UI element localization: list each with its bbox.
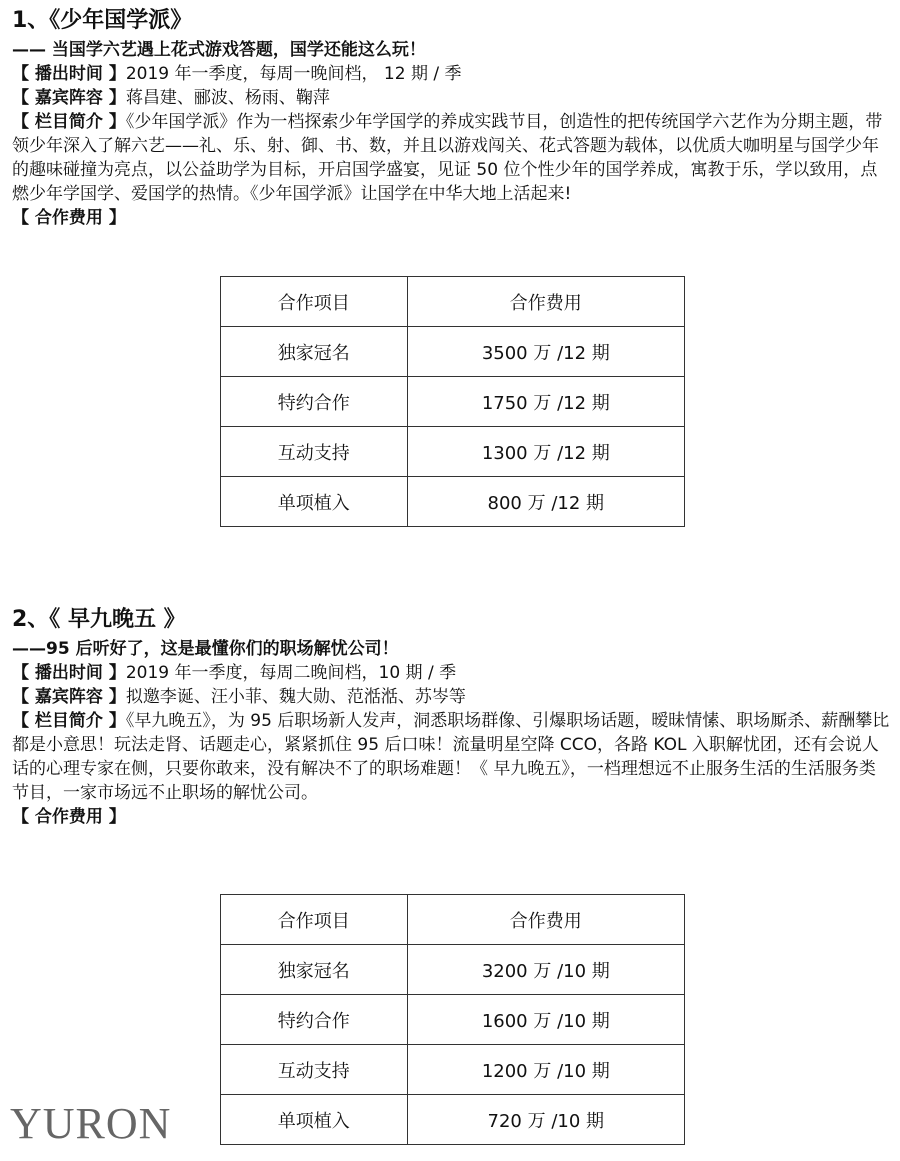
table-row xyxy=(221,477,685,527)
program-title: 2、《 早九晚五 》 xyxy=(12,607,186,632)
airtime-value: 2019 年一季度，每周二晚间档，10 期 / 季 xyxy=(125,663,457,683)
table-header-cell: 合作费用 xyxy=(407,277,684,327)
table-cell: 单项植入 xyxy=(221,477,408,527)
program-subtitle: ——95 后听好了，这是最懂你们的职场解忧公司！ xyxy=(12,639,399,659)
table-row xyxy=(221,327,685,377)
table-header-cell: 合作项目 xyxy=(221,895,408,945)
guests-label: 【 嘉宾阵容 】 xyxy=(12,687,126,707)
table-header-cell: 合作费用 xyxy=(407,895,684,945)
table-cell: 1600 万 /10 期 xyxy=(407,995,684,1045)
table-cell: 单项植入 xyxy=(221,1095,408,1145)
table-row xyxy=(221,427,685,477)
guests-line xyxy=(12,86,892,110)
fee-label: 【 合作费用 】 xyxy=(12,807,126,827)
table-cell: 互动支持 xyxy=(221,1045,408,1095)
intro-paragraph xyxy=(12,709,892,805)
table-row xyxy=(221,377,685,427)
table-row xyxy=(221,945,685,995)
airtime-label: 【 播出时间 】 xyxy=(12,663,126,683)
table-cell: 1200 万 /10 期 xyxy=(407,1045,684,1095)
table-header-row xyxy=(221,277,685,327)
intro-label: 【 栏目简介 】 xyxy=(12,711,126,731)
airtime-line xyxy=(12,62,892,86)
table-header-row xyxy=(221,895,685,945)
table-cell: 3500 万 /12 期 xyxy=(407,327,684,377)
table-header-cell: 合作项目 xyxy=(221,277,408,327)
fee-table xyxy=(220,276,685,527)
guests-line xyxy=(12,685,892,709)
table-row xyxy=(221,1095,685,1145)
table-cell: 800 万 /12 期 xyxy=(407,477,684,527)
table-cell: 3200 万 /10 期 xyxy=(407,945,684,995)
fee-label: 【 合作费用 】 xyxy=(12,208,126,228)
guests-label: 【 嘉宾阵容 】 xyxy=(12,88,126,108)
table-cell: 720 万 /10 期 xyxy=(407,1095,684,1145)
table-row xyxy=(221,995,685,1045)
watermark-logo: YURON xyxy=(10,1099,172,1148)
intro-value: 《早九晚五》，为 95 后职场新人发声，洞悉职场群像、引爆职场话题，暧昧情愫、职场厮杀、薪酬攀比都是小意思！玩法走肾、话题走心，紧紧抓住 95 后口味！流量明星空降 CCO，各路 KOL 入职解忧团，还有会说人话的心理专家在侧，只要你敢来，没有解决不了的职场难题！《 早九晚五》，一档理想远不止服务生活的生活服务类节目，一家市场远不止职场的解忧公司。 xyxy=(12,711,890,803)
table-cell: 独家冠名 xyxy=(221,327,408,377)
program-subtitle: —— 当国学六艺遇上花式游戏答题，国学还能这么玩！ xyxy=(12,40,426,60)
airtime-value: 2019 年一季度，每周一晚间档， 12 期 / 季 xyxy=(125,64,462,84)
fee-table xyxy=(220,894,685,1145)
table-cell: 特约合作 xyxy=(221,377,408,427)
guests-value: 蒋昌建、郦波、杨雨、鞠萍 xyxy=(125,88,330,108)
table-cell: 1750 万 /12 期 xyxy=(407,377,684,427)
table-cell: 互动支持 xyxy=(221,427,408,477)
program-section-1 xyxy=(12,4,892,514)
intro-paragraph xyxy=(12,110,892,206)
intro-label: 【 栏目简介 】 xyxy=(12,112,126,132)
program-title: 1、《少年国学派》 xyxy=(12,8,193,33)
table-cell: 特约合作 xyxy=(221,995,408,1045)
airtime-label: 【 播出时间 】 xyxy=(12,64,126,84)
guests-value: 拟邀李诞、汪小菲、魏大勋、范湉湉、苏岑等 xyxy=(125,687,466,707)
intro-value: 《少年国学派》作为一档探索少年学国学的养成实践节目，创造性的把传统国学六艺作为分期主题，带领少年深入了解六艺——礼、乐、射、御、书、数，并且以游戏闯关、花式答题为载体，以优质大咖明星与国学少年的趣味碰撞为亮点，以公益助学为目标，开启国学盛宴，见证 50 位个性少年的国学养成，寓教于乐，学以致用，点燃少年学国学、爱国学的热情。《少年国学派》让国学在中华大地上活起来! xyxy=(12,112,883,204)
airtime-line xyxy=(12,661,892,685)
table-cell: 独家冠名 xyxy=(221,945,408,995)
table-row xyxy=(221,1045,685,1095)
table-cell: 1300 万 /12 期 xyxy=(407,427,684,477)
